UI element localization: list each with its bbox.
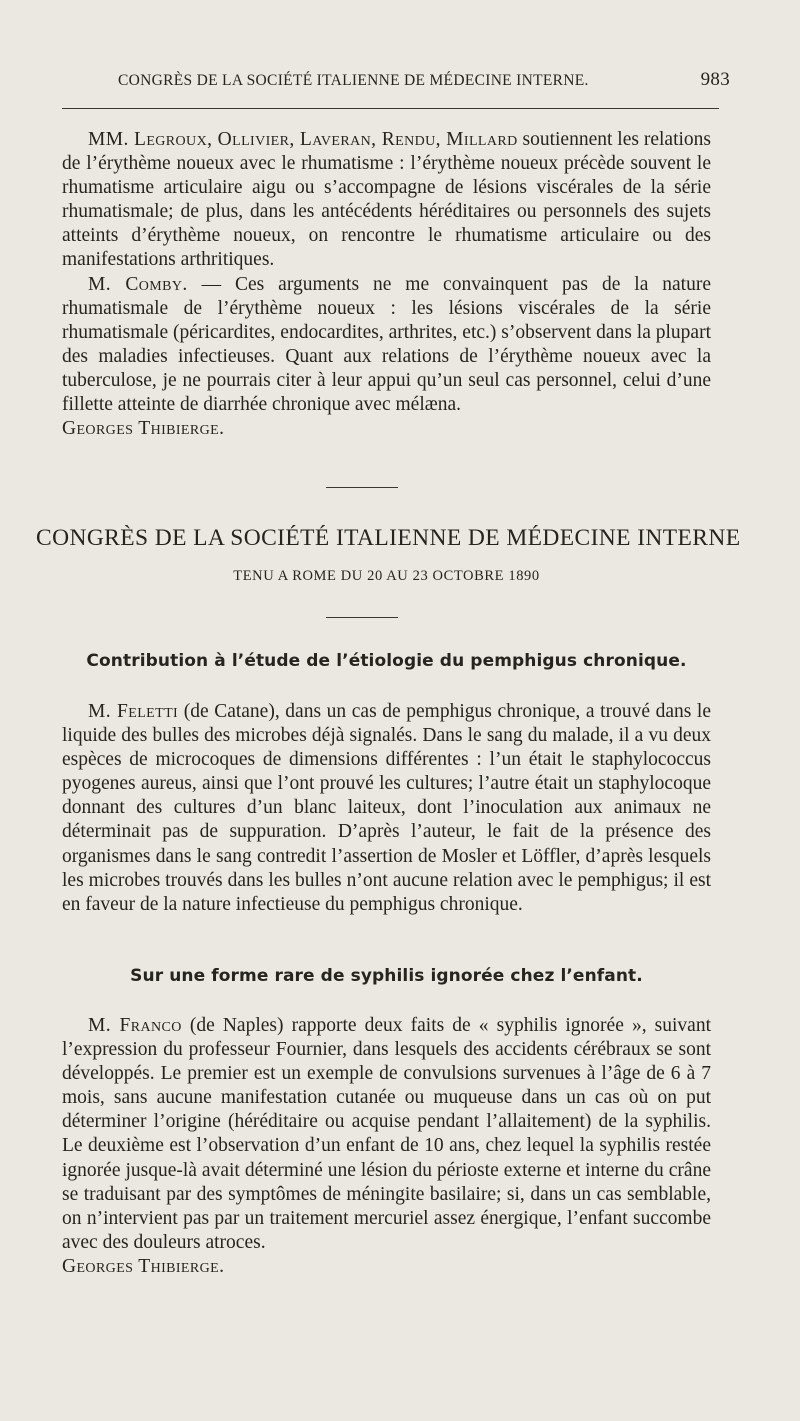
running-head-title: CONGRÈS DE LA SOCIÉTÉ ITALIENNE DE MÉDECINE INTERNE.: [118, 72, 589, 89]
speaker-name: M. Comby.: [88, 273, 188, 295]
signature: Georges Thibierge.: [62, 418, 225, 440]
paragraph-text: soutiennent les relations de l’érythème noueux avec le rhumatisme : l’érythème noueux précède souvent le rhumatisme articulaire aigu ou s’accompagne de lésions viscérales de la série rhumatismale; de plus, dans les antécédents héréditaires ou personnels des sujets atteints d’érythème noueux, on rencontre le rhumatisme articulaire ou des manifestations arthritiques.: [62, 129, 711, 271]
separator-rule: [326, 617, 398, 618]
paragraph-text: — Ces arguments ne me convainquent pas de la nature rhumatismale de l’érythème noueux : les lésions viscérales de la série rhumatismale (péricardites, endocardites, arthrites, etc.) s’observent dans la plupart des maladies infectieuses. Quant aux relations de l’érythème noueux avec la tuberculose, je ne pourrais citer à leur appui qu’un seul cas personnel, celui d’une fillette atteinte de diarrhée chronique avec mélæna.: [62, 273, 711, 416]
section-heading-syphilis: Sur une forme rare de syphilis ignorée chez l’enfant.: [130, 966, 643, 986]
congress-subtitle: TENU A ROME DU 20 AU 23 OCTOBRE 1890: [233, 568, 540, 584]
section-pemphigus-body: [62, 700, 711, 917]
separator-rule: [326, 487, 398, 488]
speaker-name: M. Feletti: [88, 701, 179, 722]
speaker-names: MM. Legroux, Ollivier, Laveran, Rendu, Millard: [88, 129, 518, 150]
congress-title: CONGRÈS DE LA SOCIÉTÉ ITALIENNE DE MÉDECINE INTERNE: [36, 525, 741, 551]
speaker-name: M. Franco: [88, 1015, 182, 1036]
paragraph-text: (de Naples) rapporte deux faits de « syphilis ignorée », suivant l’expression du professeur Fournier, dans lesquels des accidents cérébraux se sont développés. Le premier est un exemple de convulsions survenues à l’âge de 6 à 7 mois, sans aucune manifestation cutanée ou muqueuse dans un cas où on put déterminer l’origine (héréditaire ou acquise pendant l’allaitement) de la syphilis. Le deuxième est l’observation d’un enfant de 10 ans, chez lequel la syphilis restée ignorée jusque-là avait déterminé une lésion du périoste externe et interne du crâne se traduisant par des symptômes de méningite basilaire; si, dans un cas semblable, on n’intervient pas par un traitement mercuriel assez énergique, l’enfant succombe avec des douleurs atroces.: [62, 1015, 711, 1253]
section-heading-pemphigus: Contribution à l’étude de l’étiologie du pemphigus chronique.: [86, 651, 687, 671]
section-syphilis-body: [62, 1014, 711, 1279]
paragraph-franco: [62, 1014, 711, 1255]
discussion-block: [62, 128, 711, 441]
paragraph-legroux: [62, 128, 711, 273]
signature: Georges Thibierge.: [62, 1255, 225, 1277]
paragraph-comby: [62, 273, 711, 418]
page-number: 983: [700, 69, 730, 90]
paragraph-text: (de Catane), dans un cas de pemphigus chronique, a trouvé dans le liquide des bulles des microbes déjà signalés. Dans le sang du malade, il a vu deux espèces de microcoques de dimensions différentes : l’un était le staphylococcus pyogenes aureus, ainsi que l’ont prouvé les cultures; l’autre était un staphylocoque donnant des cultures d’un blanc laiteux, dont l’inoculation aux animaux ne déterminait pas de suppuration. D’après l’auteur, le fait de la présence des organismes dans le sang contredit l’assertion de Mosler et Löffler, d’après lesquels les microbes trouvés dans les bulles n’ont aucune relation avec le pemphigus; il est en faveur de la nature infectieuse du pemphigus chronique.: [62, 701, 712, 915]
paragraph-feletti: [62, 700, 711, 917]
header-rule: [62, 108, 719, 109]
